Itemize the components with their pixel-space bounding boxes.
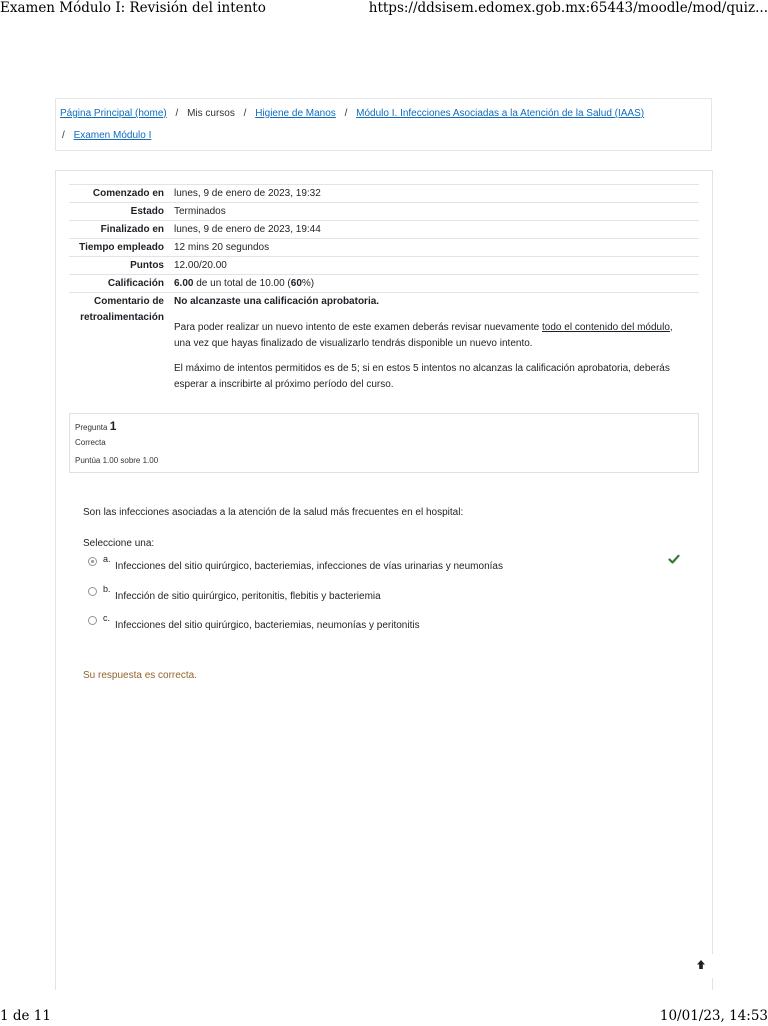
breadcrumb-line-1 (60, 108, 644, 119)
print-header-url: https://ddsisem.edomex.gob.mx:65443/moodle/mod/quiz... (368, 0, 768, 16)
question-info (69, 413, 699, 473)
answer-radio-b[interactable] (88, 587, 97, 596)
summary-value: lunes, 9 de enero de 2023, 19:44 (174, 224, 321, 235)
print-header (0, 0, 768, 18)
summary-label: Finalizado en (100, 224, 164, 235)
feedback-p1-after: , una vez que hayas finalizado de visualizarlo tendrás disponible un nuevo intento. (174, 322, 673, 349)
answer-letter: a. (103, 554, 111, 564)
summary-label: Comenzado en (92, 188, 164, 199)
breadcrumb-separator: / (62, 130, 65, 141)
summary-row-marks (69, 256, 699, 274)
feedback-paragraph-1 (174, 320, 691, 351)
summary-row-started (69, 184, 699, 202)
summary-label: Puntos (130, 260, 164, 271)
answer-text: Infección de sitio quirúrgico, peritonitis, flebitis y bacteriemia (115, 591, 381, 602)
feedback-paragraph-2: El máximo de intentos permitidos es de 5; si en estos 5 intentos no alcanzas la calificación aprobatoria, deberás esperar a inscribirte al próximo período del curso. (174, 363, 670, 390)
question-number (75, 419, 116, 433)
answer-text: Infecciones del sitio quirúrgico, bacteriemias, infecciones de vías urinarias y neumonías (115, 561, 503, 572)
summary-value (174, 276, 699, 292)
grade-percent: 60 (290, 278, 302, 289)
print-footer-page: 1 de 11 (0, 1008, 51, 1024)
summary-row-state (69, 202, 699, 220)
summary-label: Calificación (107, 278, 164, 289)
feedback-label-line-1: Comentario de (93, 296, 164, 307)
breadcrumb (55, 98, 712, 151)
module-content-link[interactable]: todo el contenido del módulo (542, 322, 670, 333)
summary-label: Tiempo empleado (79, 242, 164, 253)
question-text: Son las infecciones asociadas a la atención de la salud más frecuentes en el hospital: (83, 507, 464, 518)
print-footer (0, 1008, 768, 1026)
summary-row-grade (69, 274, 699, 292)
question-number-label: Pregunta (75, 423, 108, 432)
summary-row-time (69, 238, 699, 256)
grade-mid: de un total de 10.00 ( (196, 278, 291, 289)
breadcrumb-quiz-link[interactable]: Examen Módulo I (73, 130, 152, 141)
answer-letter: c. (103, 613, 111, 623)
summary-value: 12 mins 20 segundos (174, 242, 270, 253)
summary-row-feedback (69, 292, 699, 403)
answer-letter: b. (103, 584, 111, 594)
summary-value: Terminados (174, 206, 226, 217)
breadcrumb-separator: / (243, 108, 247, 119)
answer-radio-c[interactable] (88, 616, 97, 625)
print-header-title: Examen Módulo I: Revisión del intento (0, 0, 266, 16)
question-number-value: 1 (109, 419, 117, 433)
attempt-summary-table (69, 184, 699, 403)
print-footer-datetime: 10/01/23, 14:53 (659, 1008, 768, 1024)
feedback-p1-before: Para poder realizar un nuevo intento de este examen deberás revisar nuevamente (174, 322, 543, 333)
summary-label (69, 294, 164, 326)
summary-label: Estado (130, 206, 164, 217)
question-state: Correcta (75, 438, 106, 447)
breadcrumb-module-link[interactable]: Módulo I. Infecciones Asociadas a la Atención de la Salud (IAAS) (356, 108, 645, 119)
summary-row-finished (69, 220, 699, 238)
feedback-title: No alcanzaste una calificación aprobatoria. (174, 296, 380, 307)
breadcrumb-course-link[interactable]: Higiene de Manos (255, 108, 336, 119)
answer-radio-a[interactable] (88, 557, 97, 566)
check-icon (668, 553, 680, 565)
answer-outcome: Su respuesta es correcta. (83, 670, 197, 681)
answer-text: Infecciones del sitio quirúrgico, bacteriemias, neumonías y peritonitis (115, 620, 420, 631)
breadcrumb-my-courses: Mis cursos (187, 108, 235, 119)
grade-score: 6.00 (174, 278, 194, 289)
arrow-up-icon (696, 959, 706, 970)
question-grade: Puntúa 1.00 sobre 1.00 (75, 456, 159, 465)
summary-value: 12.00/20.00 (174, 260, 227, 271)
breadcrumb-line-2 (60, 130, 151, 141)
answer-prompt: Seleccione una: (83, 538, 155, 549)
breadcrumb-separator: / (175, 108, 179, 119)
grade-end: %) (301, 278, 315, 289)
back-to-top-button[interactable] (689, 954, 713, 978)
feedback-label-line-2: retroalimentación (80, 312, 164, 323)
feedback-content (174, 294, 699, 390)
breadcrumb-separator: / (344, 108, 348, 119)
breadcrumb-home-link[interactable]: Página Principal (home) (60, 108, 167, 119)
summary-value: lunes, 9 de enero de 2023, 19:32 (174, 188, 321, 199)
